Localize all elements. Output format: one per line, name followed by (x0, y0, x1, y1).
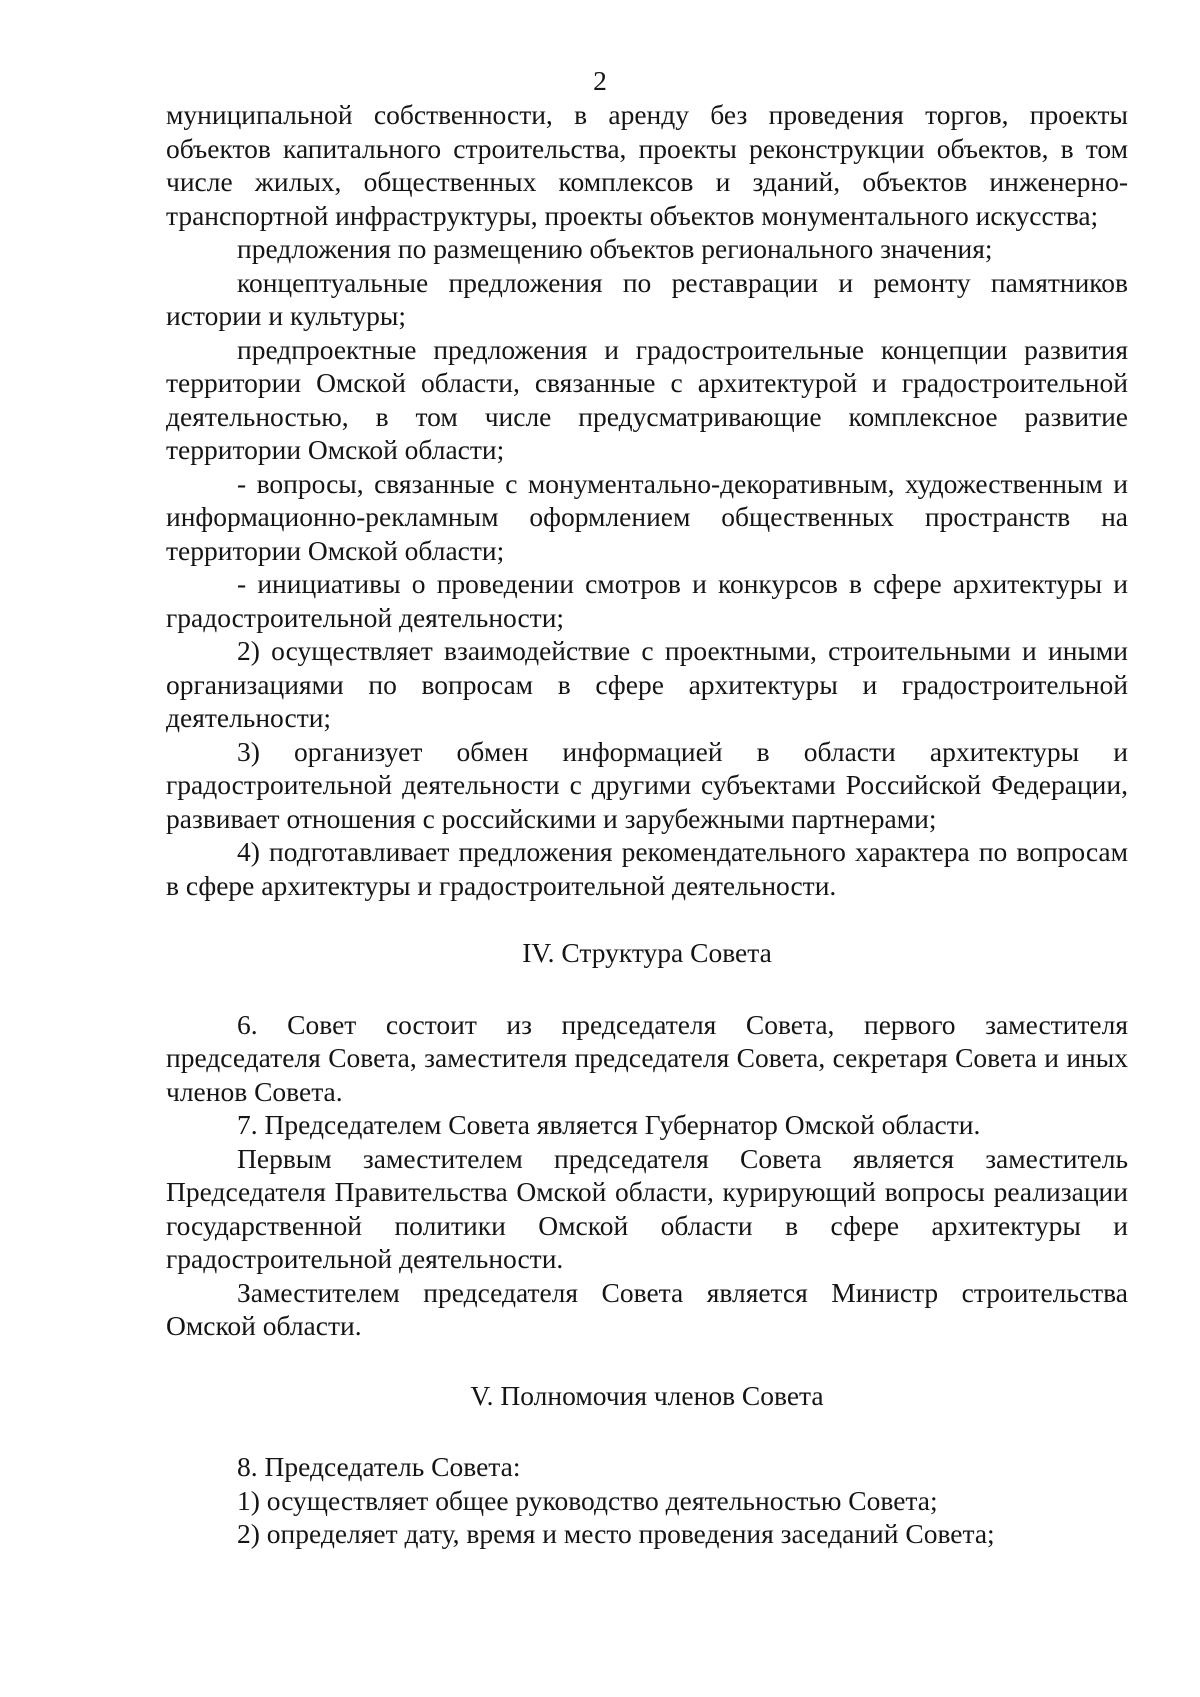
paragraph-continuation: муниципальной собственности, в аренду без проведения торгов, проекты объектов капитального строительства, проекты реконструкции объектов, в том числе жилых, общественных комплексов и зданий, объектов инженерно-транспортной инфраструктуры, проекты объектов монументального искусства; (166, 99, 1128, 231)
section-heading-iv: IV. Структура Совета (522, 937, 772, 968)
paragraph: 8. Председатель Совета: (237, 1451, 521, 1482)
paragraph: концептуальные предложения по реставрации и ремонту памятников истории и культуры; (166, 266, 1128, 331)
section-heading-v: V. Полномочия членов Совета (470, 1379, 824, 1411)
paragraph: - инициативы о проведении смотров и конкурсов в сфере архитектуры и градостроительной деятельности; (166, 568, 1128, 633)
paragraph: Заместителем председателя Совета является Министр строительства Омской области. (166, 1276, 1128, 1341)
paragraph: Первым заместителем председателя Совета является заместитель Председателя Правительства Омской области, курирующий вопросы реализации государственной политики Омской области в сфере архитектуры и градостроительной деятельности. (166, 1142, 1128, 1274)
paragraph: 1) осуществляет общее руководство деятельностью Совета; (237, 1484, 938, 1516)
paragraph: - вопросы, связанные с монументально-декоративным, художественным и информационно-рекламным оформлением общественных пространств на территории Омской области; (166, 467, 1128, 566)
page-number: 2 (593, 65, 607, 96)
paragraph: 6. Совет состоит из председателя Совета, первого заместителя председателя Совета, заместителя председателя Совета, секретаря Совета и иных членов Совета. (166, 1008, 1128, 1107)
paragraph: 2) осуществляет взаимодействие с проектными, строительными и иными организациями по вопросам в сфере архитектуры и градостроительной деятельности; (166, 635, 1128, 733)
document-body (166, 98, 1128, 1551)
paragraph: 3) организует обмен информацией в области архитектуры и градостроительной деятельности с другими субъектами Российской Федерации, развивает отношения с российскими и зарубежными партнерами; (166, 735, 1128, 834)
paragraph: предпроектные предложения и градостроительные концепции развития территории Омской области, связанные с архитектурой и градостроительной деятельностью, в том числе предусматривающие комплексное развитие территории Омской области; (166, 333, 1128, 465)
paragraph: предложения по размещению объектов регионального значения; (237, 233, 993, 264)
paragraph: 2) определяет дату, время и место проведения заседаний Совета; (237, 1518, 995, 1549)
paragraph: 4) подготавливает предложения рекомендательного характера по вопросам в сфере архитектуры и градостроительной деятельности. (166, 836, 1128, 901)
paragraph: 7. Председателем Совета является Губернатор Омской области. (237, 1109, 981, 1140)
